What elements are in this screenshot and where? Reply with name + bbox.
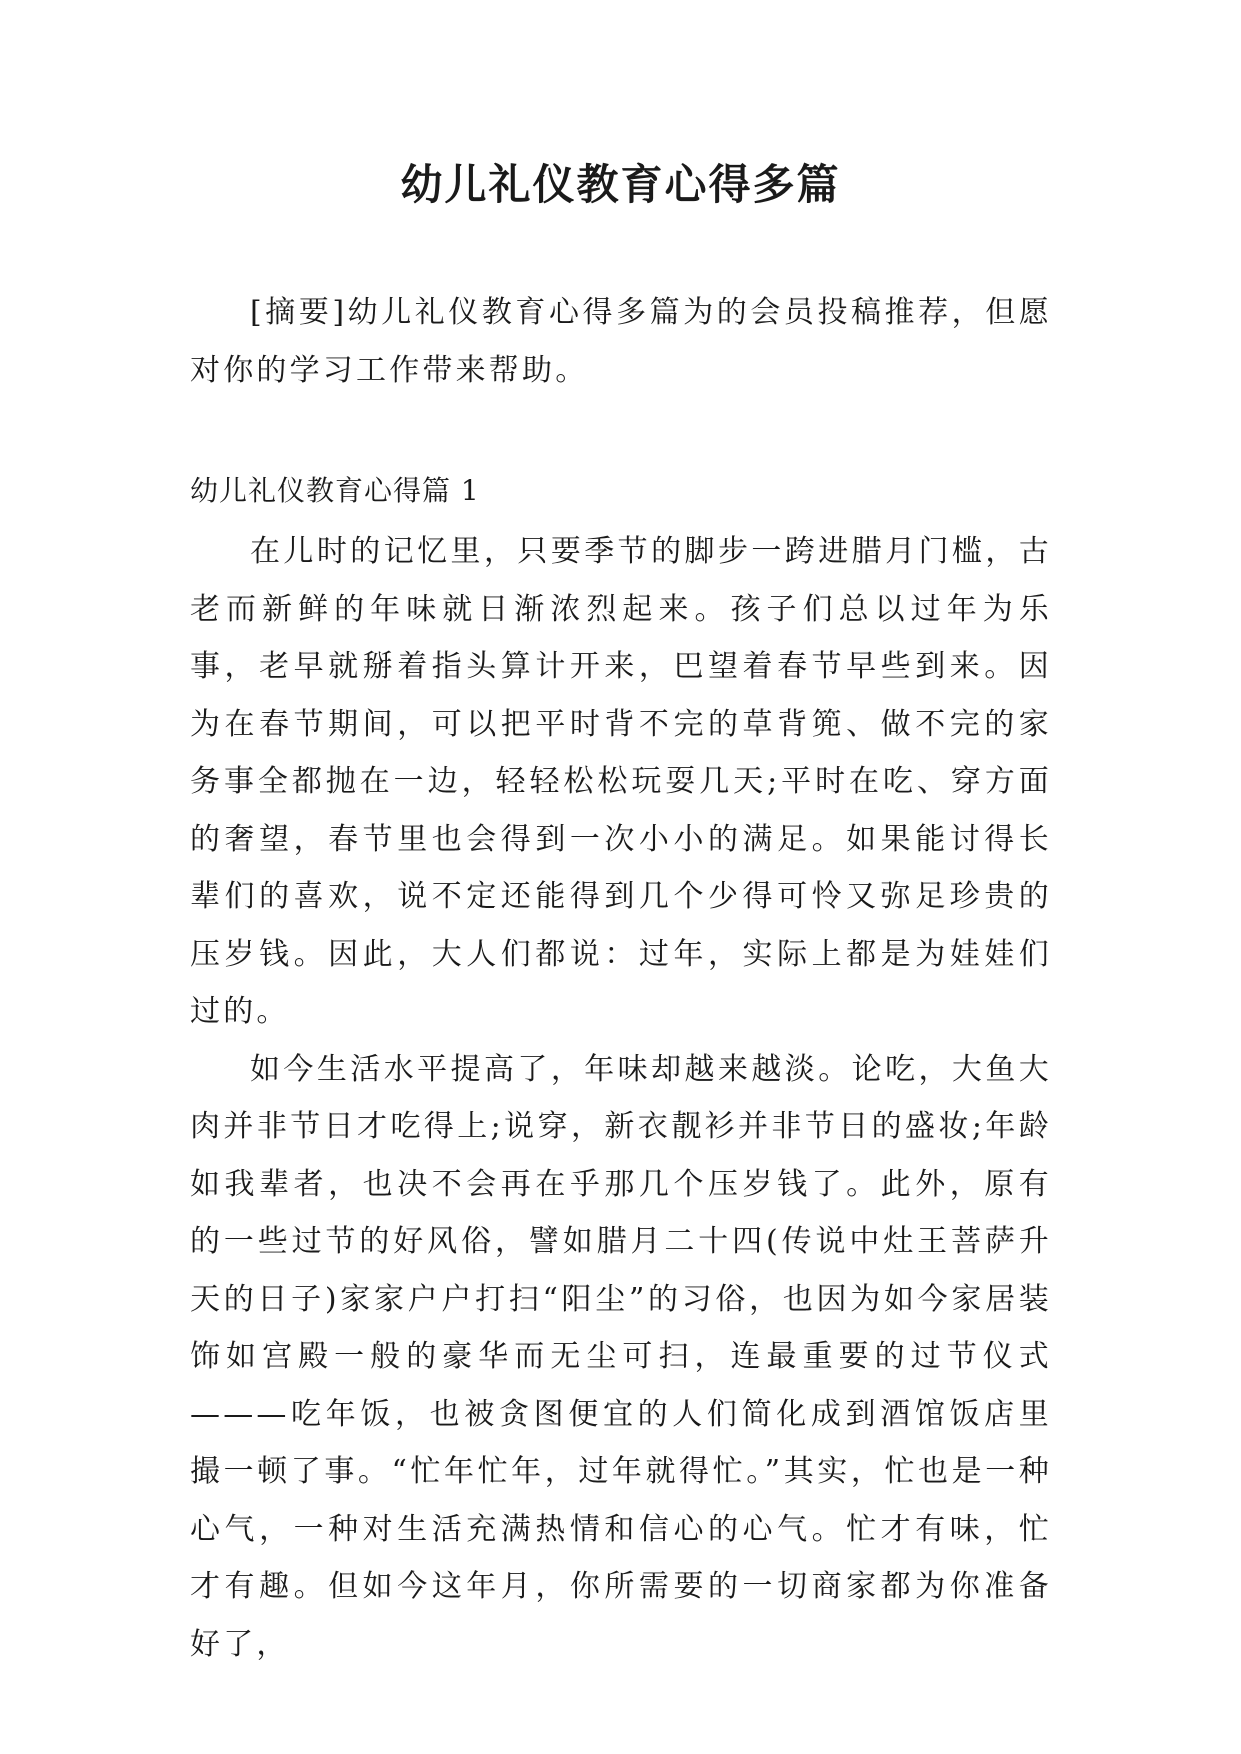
section-content (190, 523, 1052, 1673)
abstract-text: [摘要]幼儿礼仪教育心得多篇为的会员投稿推荐，但愿对你的学习工作带来帮助。 (190, 295, 1052, 388)
paragraph: 在儿时的记忆里，只要季节的脚步一跨进腊月门槛，古老而新鲜的年味就日渐浓烈起来。孩子们总以过年为乐事，老早就掰着指头算计开来，巴望着春节早些到来。因为在春节期间，可以把平时背不完的草背篼、做不完的家务事全都抛在一边，轻轻松松玩耍几天;平时在吃、穿方面的奢望，春节里也会得到一次小小的满足。如果能讨得长辈们的喜欢，说不定还能得到几个少得可怜又弥足珍贵的压岁钱。因此，大人们都说：过年，实际上都是为娃娃们过的。 (190, 534, 1052, 1029)
paragraph: 如今生活水平提高了，年味却越来越淡。论吃，大鱼大肉并非节日才吃得上;说穿，新衣靓衫并非节日的盛妆;年龄如我辈者，也决不会再在乎那几个压岁钱了。此外，原有的一些过节的好风俗，譬如腊月二十四(传说中灶王菩萨升天的日子)家家户户打扫“阳尘”的习俗，也因为如今家居装饰如宫殿一般的豪华而无尘可扫，连最重要的过节仪式———吃年饭，也被贪图便宜的人们简化成到酒馆饭店里撮一顿了事。“忙年忙年，过年就得忙。”其实，忙也是一种心气，一种对生活充满热情和信心的心气。忙才有味，忙才有趣。但如今这年月，你所需要的一切商家都为你准备好了， (190, 1051, 1052, 1662)
section-heading: 幼儿礼仪教育心得篇 1 (190, 474, 480, 507)
document-title: 幼儿礼仪教育心得多篇 (400, 160, 841, 209)
abstract-block (190, 284, 1052, 399)
